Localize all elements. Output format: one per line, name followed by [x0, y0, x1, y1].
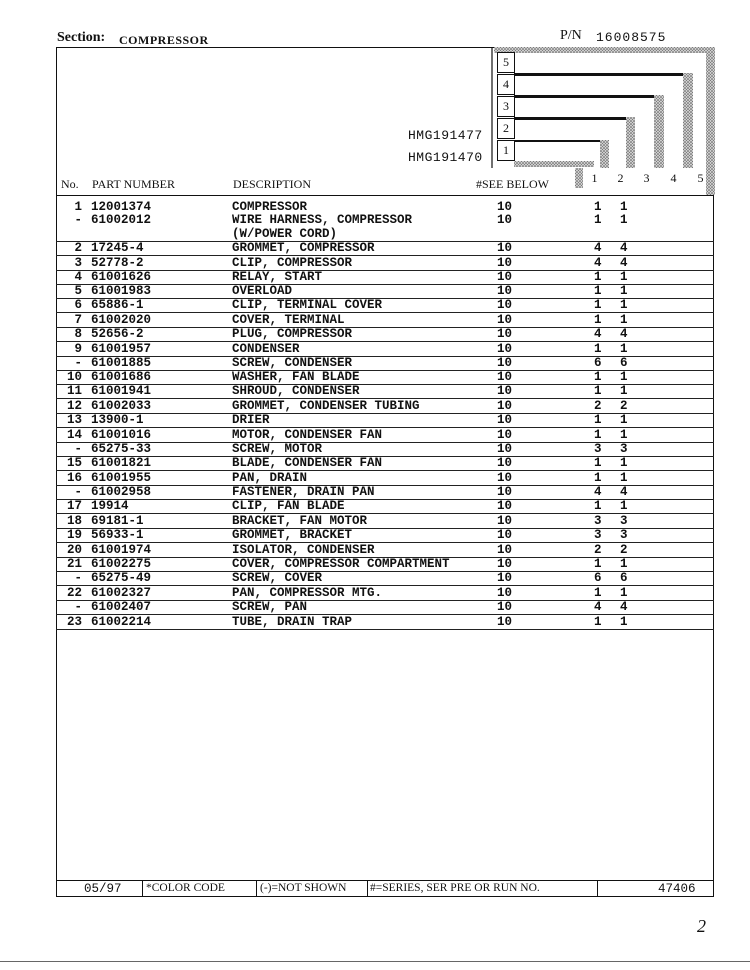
- see-below-value: 10: [497, 485, 513, 499]
- table-row: [56, 471, 714, 486]
- table-row: [56, 499, 714, 514]
- series-step-3: 3: [497, 96, 515, 117]
- qty-series-2: 1: [620, 586, 628, 600]
- qty-series-2: 2: [620, 399, 628, 413]
- see-below-value: 10: [497, 557, 513, 571]
- series-step-2: 2: [497, 118, 515, 139]
- see-below-value: 10: [497, 543, 513, 557]
- part-no: 1: [74, 200, 82, 214]
- table-row: [56, 270, 714, 285]
- see-below-value: 10: [497, 270, 513, 284]
- part-description: WIRE HARNESS, COMPRESSOR: [232, 213, 413, 227]
- series-step-1: 1: [497, 140, 515, 161]
- table-row: [56, 456, 714, 471]
- part-description: RELAY, START: [232, 270, 323, 284]
- part-description: GROMMET, CONDENSER TUBING: [232, 399, 420, 413]
- hatch-band-top: [494, 47, 714, 53]
- see-below-value: 10: [497, 456, 513, 470]
- see-below-value: 10: [497, 384, 513, 398]
- part-no: -: [74, 600, 82, 614]
- table-row: [56, 571, 714, 586]
- qty-series-2: 1: [620, 284, 628, 298]
- part-no: 14: [66, 428, 82, 442]
- table-row: [56, 528, 714, 543]
- part-no: 17: [66, 499, 82, 513]
- part-description: SHROUD, CONDENSER: [232, 384, 360, 398]
- part-number: 56933-1: [91, 528, 144, 542]
- part-number: 65886-1: [91, 298, 144, 312]
- qty-series-2: 1: [620, 200, 628, 214]
- part-no: 12: [66, 399, 82, 413]
- series-col-1: 1: [591, 171, 598, 185]
- part-no: 16: [66, 471, 82, 485]
- part-description: BRACKET, FAN MOTOR: [232, 514, 368, 528]
- qty-series-2: 3: [620, 514, 628, 528]
- part-description: PLUG, COMPRESSOR: [232, 327, 353, 341]
- qty-series-1: 1: [594, 586, 602, 600]
- part-number: 61001941: [91, 384, 152, 398]
- part-number: 69181-1: [91, 514, 144, 528]
- part-description: GROMMET, BRACKET: [232, 528, 353, 542]
- qty-series-1: 4: [594, 241, 602, 255]
- table-row: [56, 384, 714, 399]
- footer-doc-number: 47406: [658, 882, 696, 896]
- part-no: 6: [74, 298, 82, 312]
- see-below-value: 10: [497, 442, 513, 456]
- qty-series-1: 1: [594, 298, 602, 312]
- part-no: 15: [66, 456, 82, 470]
- part-number: 13900-1: [91, 413, 144, 427]
- series-col-5: 5: [697, 171, 704, 185]
- table-row: [56, 200, 714, 214]
- part-no: 21: [66, 557, 82, 571]
- part-number: 65275-33: [91, 442, 152, 456]
- see-below-value: 10: [497, 356, 513, 370]
- part-description: CONDENSER: [232, 342, 300, 356]
- qty-series-2: 3: [620, 442, 628, 456]
- part-description: CLIP, COMPRESSOR: [232, 256, 353, 270]
- part-number: 61002012: [91, 213, 152, 227]
- part-description: COVER, COMPRESSOR COMPARTMENT: [232, 557, 450, 571]
- qty-series-2: 4: [620, 600, 628, 614]
- part-number: 61001957: [91, 342, 152, 356]
- see-below-value: 10: [497, 528, 513, 542]
- qty-series-1: 1: [594, 615, 602, 629]
- table-row: [56, 298, 714, 313]
- part-no: -: [74, 571, 82, 585]
- header-divider: [56, 195, 714, 196]
- footer-series-legend: #=SERIES, SER PRE OR RUN NO.: [370, 882, 540, 894]
- page-number: 2: [697, 916, 706, 936]
- part-no: 20: [66, 543, 82, 557]
- qty-series-2: 4: [620, 327, 628, 341]
- part-no: -: [74, 213, 82, 227]
- qty-series-1: 1: [594, 270, 602, 284]
- part-number-label: P/N: [560, 28, 582, 43]
- part-description: COMPRESSOR: [232, 200, 308, 214]
- see-below-value: 10: [497, 370, 513, 384]
- part-description: SCREW, PAN: [232, 600, 308, 614]
- qty-series-2: 6: [620, 356, 628, 370]
- qty-series-2: 1: [620, 313, 628, 327]
- qty-series-1: 4: [594, 327, 602, 341]
- col-head-no: No.: [61, 177, 79, 191]
- qty-series-1: 1: [594, 499, 602, 513]
- table-row: [56, 399, 714, 414]
- part-number: 61001885: [91, 356, 152, 370]
- table-row: [56, 413, 714, 428]
- qty-series-2: 1: [620, 615, 628, 629]
- see-below-value: 10: [497, 399, 513, 413]
- qty-series-2: 3: [620, 528, 628, 542]
- qty-series-1: 3: [594, 528, 602, 542]
- qty-series-1: 1: [594, 384, 602, 398]
- table-row: [56, 543, 714, 558]
- part-description: WASHER, FAN BLADE: [232, 370, 360, 384]
- hatch-band-1: [600, 140, 609, 168]
- part-description: SCREW, CONDENSER: [232, 356, 353, 370]
- hatch-band-3: [654, 95, 664, 168]
- see-below-value: 10: [497, 241, 513, 255]
- table-row: [56, 615, 714, 630]
- part-description: ISOLATOR, CONDENSER: [232, 543, 375, 557]
- table-row: [56, 600, 714, 615]
- part-description: TUBE, DRAIN TRAP: [232, 615, 353, 629]
- table-row: [56, 284, 714, 299]
- series-step-4: 4: [497, 74, 515, 95]
- qty-series-1: 3: [594, 514, 602, 528]
- see-below-value: 10: [497, 600, 513, 614]
- qty-series-2: 1: [620, 384, 628, 398]
- see-below-value: 10: [497, 213, 513, 227]
- table-row: [56, 327, 714, 342]
- part-number: 61002020: [91, 313, 152, 327]
- series-col-4: 4: [670, 171, 677, 185]
- qty-series-2: 1: [620, 499, 628, 513]
- part-no: 23: [66, 615, 82, 629]
- col-head-description: DESCRIPTION: [233, 177, 312, 191]
- qty-series-2: 1: [620, 270, 628, 284]
- part-number: 61002214: [91, 615, 152, 629]
- qty-series-2: 4: [620, 485, 628, 499]
- series-col-2: 2: [617, 171, 624, 185]
- table-row: [56, 586, 714, 601]
- qty-series-2: 1: [620, 428, 628, 442]
- part-description: OVERLOAD: [232, 284, 293, 298]
- see-below-value: 10: [497, 499, 513, 513]
- model-number-2: HMG191470: [408, 150, 483, 165]
- part-number: 12001374: [91, 200, 152, 214]
- part-number-value: 16008575: [596, 30, 667, 45]
- part-no: 7: [74, 313, 82, 327]
- table-row: [56, 428, 714, 443]
- qty-series-2: 1: [620, 456, 628, 470]
- footer-not-shown: (-)=NOT SHOWN: [260, 882, 347, 894]
- table-row: [56, 227, 714, 242]
- part-description: MOTOR, CONDENSER FAN: [232, 428, 383, 442]
- part-number: 52656-2: [91, 327, 144, 341]
- table-row: [56, 241, 714, 256]
- qty-series-1: 3: [594, 442, 602, 456]
- series-col-3: 3: [643, 171, 650, 185]
- part-no: 11: [66, 384, 82, 398]
- qty-series-1: 1: [594, 213, 602, 227]
- part-number: 61001821: [91, 456, 152, 470]
- qty-series-1: 2: [594, 543, 602, 557]
- part-number: 17245-4: [91, 241, 144, 255]
- part-description: GROMMET, COMPRESSOR: [232, 241, 375, 255]
- part-no: 10: [66, 370, 82, 384]
- part-description: (W/POWER CORD): [232, 227, 338, 241]
- part-no: 5: [74, 284, 82, 298]
- qty-series-2: 1: [620, 413, 628, 427]
- see-below-value: 10: [497, 471, 513, 485]
- part-no: 22: [66, 586, 82, 600]
- part-no: 4: [74, 270, 82, 284]
- part-number: 61001983: [91, 284, 152, 298]
- footer-date: 05/97: [84, 882, 122, 896]
- qty-series-1: 1: [594, 313, 602, 327]
- qty-series-1: 4: [594, 600, 602, 614]
- see-below-value: 10: [497, 514, 513, 528]
- part-number: 65275-49: [91, 571, 152, 585]
- part-number: 61001626: [91, 270, 152, 284]
- part-description: SCREW, COVER: [232, 571, 323, 585]
- part-no: -: [74, 442, 82, 456]
- col-head-part-number: PART NUMBER: [92, 177, 175, 191]
- table-row: [56, 342, 714, 357]
- part-description: CLIP, FAN BLADE: [232, 499, 345, 513]
- qty-series-1: 1: [594, 284, 602, 298]
- qty-series-2: 1: [620, 342, 628, 356]
- qty-series-2: 1: [620, 471, 628, 485]
- qty-series-2: 2: [620, 543, 628, 557]
- part-description: CLIP, TERMINAL COVER: [232, 298, 383, 312]
- see-below-value: 10: [497, 298, 513, 312]
- qty-series-1: 1: [594, 557, 602, 571]
- see-below-value: 10: [497, 200, 513, 214]
- part-number: 19914: [91, 499, 129, 513]
- footer-color-code: *COLOR CODE: [146, 882, 225, 894]
- qty-series-2: 6: [620, 571, 628, 585]
- see-below-value: 10: [497, 428, 513, 442]
- part-description: DRIER: [232, 413, 270, 427]
- part-number: 61001016: [91, 428, 152, 442]
- qty-series-1: 1: [594, 370, 602, 384]
- part-description: COVER, TERMINAL: [232, 313, 345, 327]
- qty-series-1: 1: [594, 342, 602, 356]
- see-below-value: 10: [497, 586, 513, 600]
- see-below-value: 10: [497, 413, 513, 427]
- see-below-value: 10: [497, 327, 513, 341]
- part-number: 61001955: [91, 471, 152, 485]
- see-below-value: 10: [497, 342, 513, 356]
- table-row: [56, 313, 714, 328]
- part-no: 3: [74, 256, 82, 270]
- qty-series-1: 1: [594, 200, 602, 214]
- model-number-1: HMG191477: [408, 128, 483, 143]
- table-row: [56, 256, 714, 271]
- qty-series-2: 1: [620, 557, 628, 571]
- table-row: [56, 370, 714, 385]
- table-row: [56, 514, 714, 529]
- see-below-value: 10: [497, 284, 513, 298]
- section-value: COMPRESSOR: [119, 33, 209, 47]
- part-description: FASTENER, DRAIN PAN: [232, 485, 375, 499]
- table-row: [56, 356, 714, 371]
- part-number: 61002407: [91, 600, 152, 614]
- qty-series-1: 1: [594, 428, 602, 442]
- qty-series-1: 1: [594, 456, 602, 470]
- qty-series-1: 6: [594, 571, 602, 585]
- part-no: 2: [74, 241, 82, 255]
- see-below-value: 10: [497, 571, 513, 585]
- part-description: PAN, DRAIN: [232, 471, 308, 485]
- part-no: -: [74, 356, 82, 370]
- part-number: 61002327: [91, 586, 152, 600]
- table-row: [56, 442, 714, 457]
- qty-series-1: 4: [594, 256, 602, 270]
- part-number: 61001974: [91, 543, 152, 557]
- part-number: 61002958: [91, 485, 152, 499]
- qty-series-2: 4: [620, 256, 628, 270]
- qty-series-2: 1: [620, 213, 628, 227]
- see-below-value: 10: [497, 313, 513, 327]
- qty-series-2: 4: [620, 241, 628, 255]
- qty-series-1: 6: [594, 356, 602, 370]
- table-row: [56, 557, 714, 572]
- section-label: Section:: [57, 30, 106, 45]
- part-number: 61001686: [91, 370, 152, 384]
- qty-series-1: 4: [594, 485, 602, 499]
- part-number: 61002275: [91, 557, 152, 571]
- bottom-rule: [0, 961, 750, 962]
- part-number: 61002033: [91, 399, 152, 413]
- part-no: 19: [66, 528, 82, 542]
- part-description: PAN, COMPRESSOR MTG.: [232, 586, 383, 600]
- part-no: 18: [66, 514, 82, 528]
- part-no: 13: [66, 413, 82, 427]
- qty-series-1: 1: [594, 471, 602, 485]
- series-step-5: 5: [497, 52, 515, 73]
- part-no: -: [74, 485, 82, 499]
- part-no: 8: [74, 327, 82, 341]
- qty-series-1: 2: [594, 399, 602, 413]
- part-no: 9: [74, 342, 82, 356]
- part-description: BLADE, CONDENSER FAN: [232, 456, 383, 470]
- qty-series-2: 1: [620, 298, 628, 312]
- part-number: 52778-2: [91, 256, 144, 270]
- part-description: SCREW, MOTOR: [232, 442, 323, 456]
- hatch-band-2: [626, 117, 635, 168]
- qty-series-1: 1: [594, 413, 602, 427]
- hatch-band-4: [683, 73, 693, 168]
- see-below-value: 10: [497, 256, 513, 270]
- see-below-value: 10: [497, 615, 513, 629]
- table-row: [56, 485, 714, 500]
- col-head-see-below: #SEE BELOW: [476, 177, 549, 191]
- qty-series-2: 1: [620, 370, 628, 384]
- table-row: [56, 213, 714, 227]
